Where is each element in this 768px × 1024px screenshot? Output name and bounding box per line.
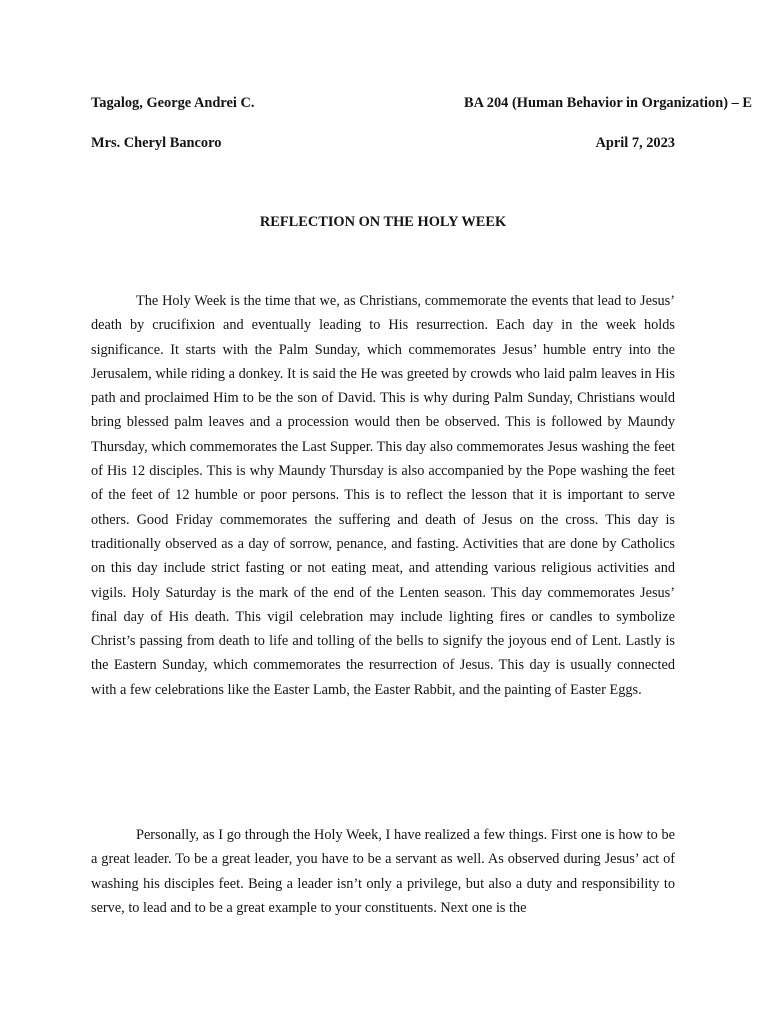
paragraph-personal-reflection: Personally, as I go through the Holy Week, I have realized a few things. First one is how to be a great leader. To be a great leader, you have to be a servant as well. As observed during Jesus’ act of washing his disciples feet. Being a leader isn’t only a privilege, but also a duty and responsibility to serve, to lead and to be a great example to your constituents. Next one is the xyxy=(91,827,675,916)
document-title: REFLECTION ON THE HOLY WEEK xyxy=(259,214,507,230)
instructor-name: Mrs. Cheryl Bancoro xyxy=(91,135,222,151)
course-code: BA 204 (Human Behavior in Organization) – E xyxy=(464,95,752,111)
paragraph-holy-week-days: The Holy Week is the time that we, as Christians, commemorate the events that lead to Jesus’ death by crucifixion and eventually leading to His resurrection. Each day in the week holds significance. It starts with the Palm Sunday, which commemorates Jesus’ humble entry into the Jerusalem, while riding a donkey. It is said the He was greeted by crowds who laid palm leaves in His path and proclaimed Him to be the son of David. This is why during Palm Sunday, Christians would bring blessed palm leaves and a procession would then be observed. This is followed by Maundy Thursday, which commemorates the Last Supper. This day also commemorates Jesus washing the feet of His 12 disciples. This is why Maundy Thursday is also accompanied by the Pope washing the feet of the feet of 12 humble or poor persons. This is to reflect the lesson that it is important to serve others. Good Friday commemorates the suffering and death of Jesus on the cross. This day is traditionally observed as a day of sorrow, penance, and fasting. Activities that are done by Catholics on this day include strict fasting or not eating meat, and attending various religious activities and vigils. Holy Saturday is the mark of the end of the Lenten season. This day commemorates Jesus’ final day of His death. This vigil celebration may include lighting fires or candles to symbolize Christ’s passing from death to life and tolling of the bells to signify the joyous end of Lent. Lastly is the Eastern Sunday, which commemorates the resurrection of Jesus. This day is usually connected with a few celebrations like the Easter Lamb, the Easter Rabbit, and the painting of Easter Eggs. xyxy=(91,293,675,698)
document-date: April 7, 2023 xyxy=(595,135,675,151)
header-row-2 xyxy=(91,134,675,152)
header-row-1 xyxy=(91,94,752,112)
student-name: Tagalog, George Andrei C. xyxy=(91,95,255,111)
